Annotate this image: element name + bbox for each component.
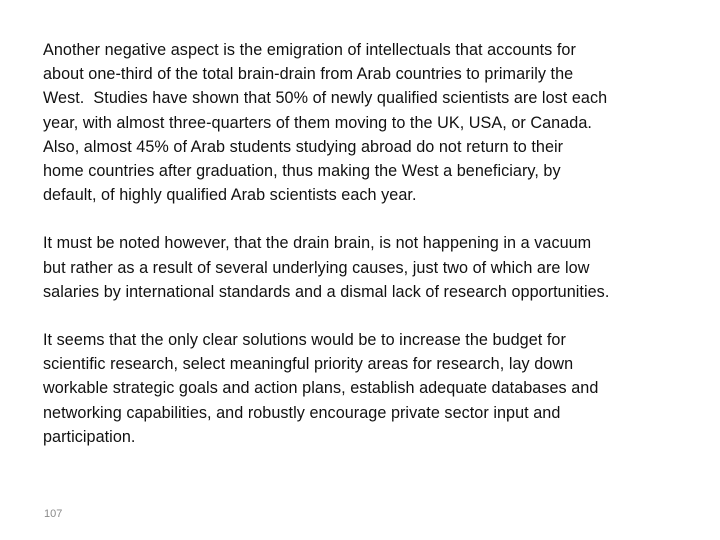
paragraph-underlying-causes: It must be noted however, that the drain brain, is not happening in a vacuum but rather as a result of several underlying causes, just two of which are low salaries by international standards and a dismal lack of research opportunities. xyxy=(43,234,610,301)
page-number: 107 xyxy=(44,508,63,520)
body-text xyxy=(43,38,683,449)
paragraph-solutions: It seems that the only clear solutions would be to increase the budget for scientific research, select meaningful priority areas for research, lay down workable strategic goals and action plans, establish adequate databases and networking capabilities, and robustly encourage private sector input and participation. xyxy=(43,331,599,446)
paragraph-emigration: Another negative aspect is the emigration of intellectuals that accounts for about one-third of the total brain-drain from Arab countries to primarily the West. Studies have shown that 50% of newly qualified scientists are lost each year, with almost three-quarters of them moving to the UK, USA, or Canada. Also, almost 45% of Arab students studying abroad do not return to their home countries after graduation, thus making the West a beneficiary, by default, of highly qualified Arab scientists each year. xyxy=(43,41,608,205)
